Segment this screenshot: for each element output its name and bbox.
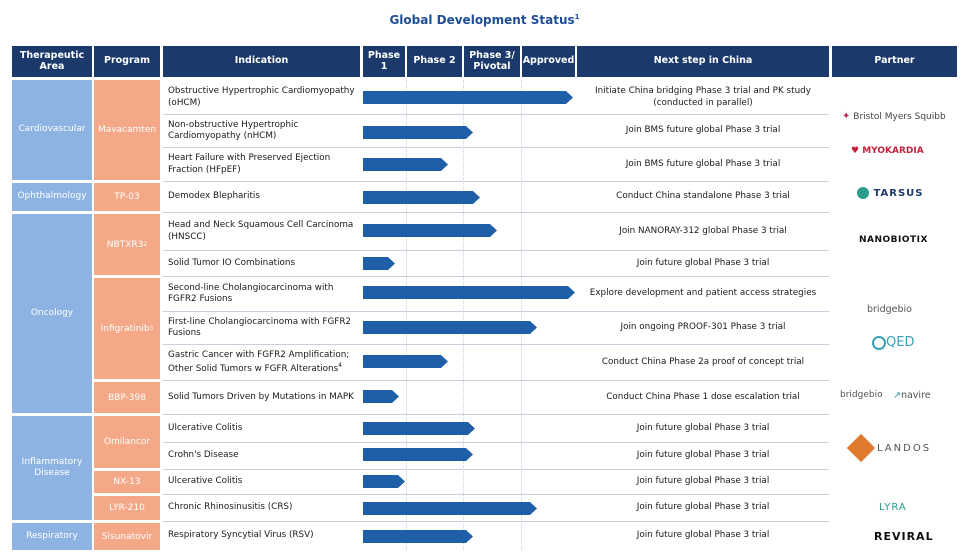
partner-logo-myokardia: ♥ MYOKARDIA	[851, 146, 924, 156]
phase-progress-bar	[363, 448, 473, 461]
next-step-cell: Join future global Phase 3 trial	[636, 257, 770, 268]
next-step-cell: Join future global Phase 3 trial	[636, 422, 770, 433]
program-bbp398: BBP-398	[94, 382, 160, 413]
indication-cell: Demodex Blepharitis	[168, 191, 260, 202]
indication-cell: Second-line Cholangiocarcinoma with FGFR2 Fusions	[168, 282, 334, 304]
phase-progress-bar	[363, 475, 405, 488]
indication-cell: Ulcerative Colitis	[168, 476, 243, 487]
next-step-cell: Join ongoing PROOF-301 Phase 3 trial	[620, 322, 786, 333]
phase-progress-bar	[363, 126, 473, 139]
phase-progress-bar	[363, 530, 473, 543]
phase-progress-bar	[363, 286, 575, 299]
next-step-cell: Explore development and patient access strategies	[589, 288, 817, 299]
next-step-cell: Join BMS future global Phase 3 trial	[625, 158, 781, 169]
indication-cell: Heart Failure with Preserved Ejection Fraction (HFpEF)	[168, 153, 331, 175]
phase-progress-bar	[363, 502, 537, 515]
area-inflammatory: Inflammatory Disease	[12, 416, 92, 520]
header-phase2: Phase 2	[407, 46, 462, 77]
indication-cell: Ulcerative Colitis	[168, 422, 243, 433]
header-phase1: Phase 1	[363, 46, 405, 77]
indication-cell: Crohn's Disease	[168, 450, 239, 461]
program-lyr210: LYR-210	[94, 496, 160, 520]
phase-progress-bar	[363, 158, 448, 171]
partner-logo-bridgebio: bridgebio	[867, 304, 912, 315]
area-respiratory: Respiratory	[12, 523, 92, 550]
partner-logo-tarsus: TARSUS	[857, 187, 924, 199]
header-partner: Partner	[832, 46, 957, 77]
navire-arrow-icon: ↗	[893, 390, 901, 401]
next-step-cell: Join future global Phase 3 trial	[636, 476, 770, 487]
indication-cell: Non-obstructive Hypertrophic Cardiomyopathy (nHCM)	[168, 119, 299, 141]
phase-divider	[406, 80, 407, 550]
header-area: Therapeutic Area	[12, 46, 92, 77]
phase-progress-bar	[363, 390, 399, 403]
next-step-cell: Conduct China Phase 1 dose escalation trial	[606, 391, 800, 402]
program-infigratinib: Infigratinib 3	[94, 278, 160, 379]
qed-circle-icon	[872, 336, 886, 350]
program-sisunatovir: Sisunatovir	[94, 523, 160, 550]
partner-logo-bridgebio-2: bridgebio	[840, 390, 883, 400]
header-approved: Approved	[522, 46, 575, 77]
program-tp03: TP-03	[94, 183, 160, 211]
phase-progress-bar	[363, 224, 497, 237]
phase-progress-bar	[363, 91, 573, 104]
page-title: Global Development Status$^1$	[389, 13, 580, 27]
phase-divider	[463, 80, 464, 550]
partner-logo-reviral: REVIRAL	[874, 530, 934, 543]
phase-progress-bar	[363, 257, 395, 270]
partner-logo-nanobiotix: NANOBIOTIX	[859, 235, 928, 245]
phase-progress-bar	[363, 191, 480, 204]
tarsus-drop-icon	[857, 187, 869, 199]
phase-divider	[521, 80, 522, 550]
area-ophthalmology: Ophthalmology	[12, 183, 92, 211]
phase-progress-bar	[363, 355, 448, 368]
next-step-cell: Join future global Phase 3 trial	[636, 530, 770, 541]
indication-cell: First-line Cholangiocarcinoma with FGFR2 Fusions	[168, 316, 352, 338]
program-nx13: NX-13	[94, 471, 160, 493]
indication-cell: Solid Tumors Driven by Mutations in MAPK	[168, 391, 354, 402]
phase-progress-bar	[363, 321, 537, 334]
next-step-cell: Conduct China Phase 2a proof of concept trial	[601, 356, 805, 367]
program-omilancor: Omilancor	[94, 416, 160, 468]
header-phase3: Phase 3/ Pivotal	[464, 46, 520, 77]
area-cardiovascular: Cardiovascular	[12, 80, 92, 180]
partner-logo-navire: ↗navire	[893, 390, 931, 401]
landos-mark-icon	[847, 434, 875, 462]
next-step-cell: Initiate China bridging Phase 3 trial and PK study (conducted in parallel)	[595, 86, 811, 108]
indication-cell: Solid Tumor IO Combinations	[168, 257, 296, 268]
area-oncology: Oncology	[12, 214, 92, 413]
indication-cell: Obstructive Hypertrophic Cardiomyopathy (oHCM)	[168, 86, 355, 108]
indication-cell: Chronic Rhinosinusitis (CRS)	[168, 502, 293, 513]
partner-logo-lyra: LYRA	[879, 502, 907, 513]
header-indication: Indication	[163, 46, 360, 77]
next-step-cell: Join NANORAY-312 global Phase 3 trial	[619, 225, 787, 236]
program-nbtxr3: NBTXR3 2	[94, 214, 160, 275]
partner-logo-qed: QED	[872, 335, 914, 350]
bms-mark-icon: ✦	[842, 111, 851, 122]
program-mavacamten: Mavacamten	[94, 80, 160, 180]
next-step-cell: Join BMS future global Phase 3 trial	[625, 125, 781, 136]
next-step-cell: Join future global Phase 3 trial	[636, 502, 770, 513]
partner-logo-bms: ✦ Bristol Myers Squibb	[842, 111, 946, 122]
header-next-step: Next step in China	[577, 46, 829, 77]
partner-logo-landos: LANDOS	[851, 438, 931, 458]
phase-progress-bar	[363, 422, 475, 435]
indication-cell: Head and Neck Squamous Cell Carcinoma (HNSCC)	[168, 220, 354, 242]
next-step-cell: Join future global Phase 3 trial	[636, 450, 770, 461]
header-program: Program	[94, 46, 160, 77]
next-step-cell: Conduct China standalone Phase 3 trial	[616, 191, 790, 202]
indication-cell: Gastric Cancer with FGFR2 Amplification; Other Solid Tumors w FGFR Alterations$^4$	[168, 350, 350, 374]
indication-cell: Respiratory Syncytial Virus (RSV)	[168, 530, 314, 541]
myokardia-heart-icon: ♥	[851, 146, 860, 156]
